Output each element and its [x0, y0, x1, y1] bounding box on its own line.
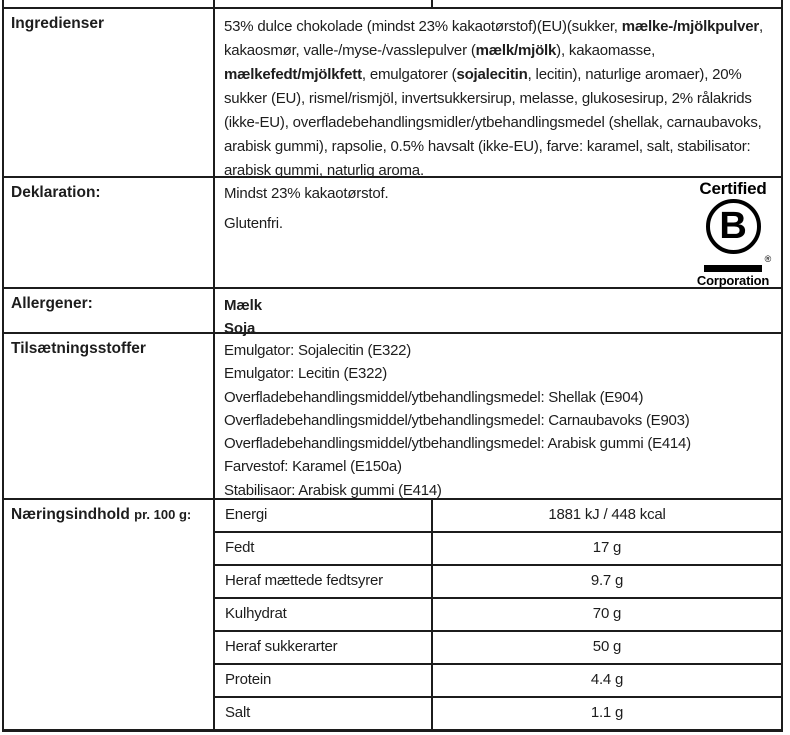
nutrition-value: 1.1 g	[590, 704, 624, 721]
nutrition-name: Heraf mættede fedtsyrer	[215, 566, 433, 597]
nutrition-name: Heraf sukkerarter	[215, 632, 433, 663]
additive-item: Farvestof: Karamel (E150a)	[224, 458, 402, 476]
nutrition-value: 17 g	[592, 539, 622, 556]
nutrition-row	[215, 500, 781, 533]
ingredient-emphasized: sojalecitin	[456, 66, 528, 83]
nutrition-row	[215, 632, 781, 665]
additive-item: Stabilisaor: Arabisk gummi (E414)	[224, 481, 442, 499]
deklaration-content	[215, 178, 781, 287]
spec-table	[2, 0, 783, 732]
naeringsindhold-label-suffix: pr. 100 g:	[134, 507, 192, 522]
registered-trademark-icon: ®	[764, 254, 771, 264]
nutrition-name: Protein	[215, 665, 433, 696]
allergener-label: Allergener:	[4, 289, 215, 332]
nutrition-name: Salt	[215, 698, 433, 729]
row-naeringsindhold	[4, 500, 781, 729]
row-deklaration	[4, 178, 781, 289]
nutrition-table	[215, 500, 781, 729]
deklaration-paragraph: Mindst 23% kakaotørstof.	[224, 185, 389, 202]
allergen-item: Soja	[224, 320, 256, 337]
nutrition-name: Kulhydrat	[215, 599, 433, 630]
nutrition-value: 4.4 g	[590, 671, 624, 688]
top-partial-row	[4, 0, 781, 9]
naeringsindhold-label	[4, 500, 215, 729]
row-allergener	[4, 289, 781, 337]
additive-item: Overfladebehandlingsmiddel/ytbehandlingsmedel: Shellak (E904)	[224, 388, 644, 406]
additive-item: Emulgator: Sojalecitin (E322)	[224, 342, 412, 359]
additive-item: Overfladebehandlingsmiddel/ytbehandlingsmedel: Arabisk gummi (E414)	[224, 435, 691, 453]
nutrition-name: Fedt	[215, 533, 433, 564]
ingredient-text-segment: , kakaosmør, valle-/myse-/vasslepulver (	[224, 18, 764, 59]
ingredienser-content	[215, 9, 781, 179]
nutrition-value: 1881 kJ / 448 kcal	[548, 506, 666, 523]
tilsaetningsstoffer-label: Tilsætningsstoffer	[4, 334, 215, 498]
ingredient-emphasized: mælk/mjölk	[475, 42, 557, 59]
top-partial-rest-cell	[433, 0, 781, 7]
bcorp-b-icon: B	[706, 199, 761, 254]
nutrition-value: 70 g	[592, 605, 622, 622]
ingredient-text-segment: ), kakaomasse,	[556, 42, 656, 59]
row-ingredienser	[4, 9, 781, 178]
additive-item: Overfladebehandlingsmiddel/ytbehandlingsmedel: Carnaubavoks (E903)	[224, 411, 690, 429]
nutrition-row	[215, 665, 781, 698]
nutrition-row	[215, 698, 781, 729]
ingredients-text	[224, 15, 771, 183]
ingredient-text-segment: , emulgatorer (	[361, 66, 457, 83]
nutrition-row	[215, 566, 781, 599]
bcorp-logo	[688, 179, 778, 288]
top-partial-mid-cell	[215, 0, 433, 7]
deklaration-label: Deklaration:	[4, 178, 215, 287]
bcorp-corporation-label: Corporation	[696, 273, 770, 288]
bcorp-underline-bar	[704, 265, 762, 272]
allergen-item: Mælk	[224, 297, 262, 314]
nutrition-row	[215, 599, 781, 632]
nutrition-value: 50 g	[592, 638, 622, 655]
deklaration-paragraph: Glutenfri.	[224, 215, 283, 232]
naeringsindhold-label-main: Næringsindhold	[11, 506, 130, 523]
top-partial-label-cell	[4, 0, 215, 7]
additive-item: Emulgator: Lecitin (E322)	[224, 365, 387, 383]
nutrition-name: Energi	[215, 500, 433, 531]
nutrition-row	[215, 533, 781, 566]
bcorp-certified-label: Certified	[699, 179, 767, 198]
ingredient-text-segment: , lecitin), naturlige aromaer), 20% sukker (EU), rismel/rismjöl, invertsukkersirup, melasse, glukosesirup, 2% rålakrids (ikke-EU), overfladebehandlingsmidler/ytbehandlingsmedel (shellak, carnaubavoks, arabisk gummi), rapsolie, 0.5% havsalt (ikke-EU), farve: karamel, salt, stabilisator: arabisk gummi, naturlig aroma.	[224, 66, 762, 179]
nutrition-value: 9.7 g	[590, 572, 624, 589]
ingredient-emphasized: mælkefedt/mjölkfett	[224, 66, 362, 83]
additive-list	[215, 334, 781, 498]
allergen-list	[215, 289, 781, 337]
ingredient-text-segment: 53% dulce chokolade (mindst 23% kakaotørstof)(EU)(sukker,	[224, 18, 622, 35]
ingredienser-label: Ingredienser	[4, 9, 215, 176]
ingredient-emphasized: mælke-/mjölkpulver	[621, 18, 760, 35]
row-tilsaetningsstoffer	[4, 334, 781, 500]
